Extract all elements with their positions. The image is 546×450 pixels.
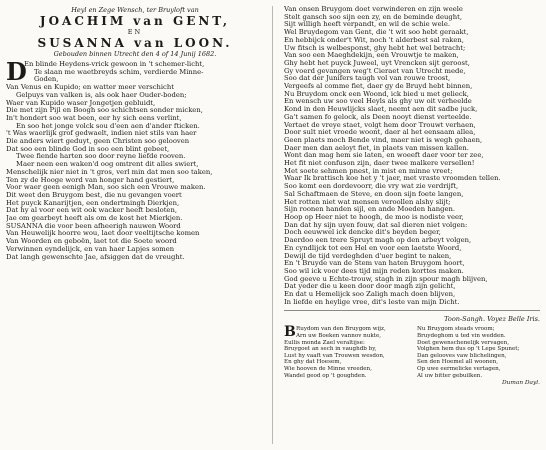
- left-column: [6, 6, 264, 261]
- verse-line: Van Woorden en geboën, laet tot die Soete woord: [6, 238, 177, 246]
- verse-line: Doet gewenschenelijk vervagen,: [417, 339, 510, 346]
- verse-line: Ten zy de Hooge word van honger hand gestiert,: [6, 176, 175, 184]
- verse-line: Arn uw Boeken vannov nukte,: [296, 333, 382, 340]
- verse-line: En ghy dat Hoesem,: [284, 359, 342, 366]
- verse-line: Wie hooven de Minne vreeden,: [284, 365, 372, 372]
- verse-line: Wont dan mag hem sie laten, en woeeft daer voor ter zee,: [284, 152, 484, 160]
- verse-line: Twee fiende harten soo door reyne liefde rooven.: [16, 153, 186, 161]
- verse-line: Volghen hem dus op 't Lepe Spunet;: [417, 346, 520, 353]
- verse-line: Ghy hebt het puyck Juweel, uyt Vrencken sijt geroost,: [284, 59, 470, 67]
- verse-line: Eullis monda Zael veraltijse:: [284, 339, 365, 346]
- subtitle: Heyl en Zege Wensch, ter Bruyloft van: [71, 6, 199, 14]
- verse-line: En wensch uw soo veel Heyls als ghy uw oit verheelde: [284, 98, 472, 106]
- verse-line: Soo dat der Junifers taugh vol van rouwe troost,: [284, 75, 451, 83]
- left-poem: [6, 57, 264, 261]
- verse-line: Voor waer geen eenigh Man, soo sich een Vrouwe maken.: [6, 184, 206, 192]
- verse-line: En cyndlijck tot een Hel en voor een laetste Woord,: [284, 244, 462, 252]
- verse-line: Uw fitsch is welbesponst, ghy hebt het wel betracht;: [284, 44, 466, 52]
- wedding-date-line: Gebouden binnen Utrecht den 4 of 14 Junij 1682.: [53, 50, 217, 58]
- verse-line: Wandel geod op 't goughden.: [284, 372, 367, 379]
- verse-line: Doch eeuwwel ick dencke dit's beyden beger,: [284, 229, 441, 237]
- song-section: [284, 326, 540, 386]
- verse-line: Met soete sehmen pnest, in mist en minne vreet;: [284, 167, 453, 175]
- verse-line: Sen den Hoemel all woonen,: [417, 359, 499, 366]
- verse-line: Ruydom van den Bruygom wijz,: [296, 326, 386, 333]
- verse-line: Dewijl de tijd verdeghden d'uer begint te naken,: [284, 252, 452, 260]
- verse-line: Lust hy vaaft van Trouwen wesdon,: [284, 352, 385, 359]
- verse-line: En blinde Heydens-vrick gewoon in 't schemer-licht,: [24, 61, 205, 68]
- verse-line: In't hondert soo wat been, eer hy sich eens verlint,: [6, 114, 182, 122]
- verse-line: Dat langh gewenschte Jae, afsiggen dat de vreught.: [6, 253, 185, 261]
- verse-line: Het rotten niet wat mensen veroollen alshy slijt;: [284, 198, 451, 206]
- verse-line: Daerdoo een trere Spruyt magh op den arbeyt volgen,: [284, 237, 472, 245]
- column-divider: [272, 6, 273, 444]
- verse-line: Wel Bruydegom van Gent, die 't wit soo hebt geraakt,: [284, 29, 469, 37]
- signature: Duman Dayl.: [502, 380, 540, 387]
- verse-line: En soo het jonge volck sou d'een aen d'ander fticken.: [16, 122, 200, 130]
- verse-line: In liefde en heylige vree, dit's leste van mijn Dicht.: [284, 298, 460, 306]
- verse-line: Sijn roonen handen sijl, en ande Moeden hangen.: [284, 206, 456, 214]
- verse-line: Soo komt een dordevoorr, die vry wat zie verdrijft,: [284, 183, 459, 191]
- song-left: [284, 326, 407, 386]
- verse-line: En hebbijck onder't Wit, noch 't alderbest sal raken,: [284, 36, 464, 44]
- groom-name: JOACHIM van GENT,: [39, 14, 231, 28]
- verse-line: Gy voerd gevangen weg't Cieraet van Utrecht mede,: [284, 67, 466, 75]
- verse-line: Dan gelooves vaw blichelingen,: [417, 352, 507, 359]
- verse-line: SUSANNA die voor been afheerigh nauwen Woord: [6, 222, 181, 230]
- tune-line: Toon-Sangh. Voyez Belle Iris.: [444, 315, 540, 324]
- song-right: [417, 326, 540, 386]
- verse-line: 't Was waerlijk grof gedwaelt, indien niet stils van haer: [6, 130, 197, 138]
- verse-line: Maer neen een waken'd oog omtrent dit alles swiert,: [16, 161, 199, 169]
- verse-line: Menschelijk nier niet in 't gros, verl min dat men soo taken,: [6, 168, 213, 176]
- verse-line: Verwinnen eyndelijck, en van haer Lapjes somen: [6, 245, 175, 253]
- verse-line: Die anders wiert geduyt, geen Christen soo gelooven: [6, 138, 190, 146]
- verse-line: Door sult niet vroede woont, daer al het eensaam allea,: [284, 129, 476, 137]
- verse-line: Gelpuys van valken is, als ook haer Ouder-boden;: [16, 91, 187, 99]
- verse-line: Stelt gansch soo sijn een zy, en de beminde deught,: [284, 13, 463, 21]
- verse-line: En dat u Hemelijck soo Zaligh mach doen blijven,: [284, 291, 456, 299]
- verse-line: Bruydeghom u ted vin wedden.: [417, 333, 506, 340]
- verse-line: Dat hy al voor een wit ook wacker heeft besloten,: [6, 207, 177, 215]
- verse-line: Ga't samen fo gelock, als Deen nooyt dienst verteelde.: [284, 113, 472, 121]
- verse-line: En 't Bruyde van de Stem van haten Bruygom hoort,: [284, 260, 465, 268]
- verse-line: Dit weet den Bruygom best, die nu gevangen voert: [6, 191, 182, 199]
- section-rule: [284, 310, 540, 311]
- right-poem: [284, 6, 540, 306]
- verse-line: Soo wil ick voor dees tijd mijn reden korttes maken.: [284, 267, 464, 275]
- verse-line: Van onsen Bruygom doet verwinderen en zijn weele: [284, 6, 463, 13]
- and-word: EN: [127, 28, 143, 36]
- bride-name: SUSANNA van LOON.: [37, 36, 233, 50]
- verse-line: Dat soo een blinde God in soo een blint gebeet,: [6, 145, 170, 153]
- verse-line: Vergeefs al comme fiet, daer gy de Bruyd hebt binnen,: [284, 83, 473, 91]
- verse-line: Op uwe eermelicke vertagen,: [417, 365, 501, 372]
- verse-line: Daer men dan aeloyt fiet, in plaets van missen kallen.: [284, 144, 469, 152]
- verse-line: Vertaet de vreye staet, volgt hem door Trouwt verhaen,: [284, 121, 476, 129]
- verse-line: Waer van Kupido waser Jongetjen gebluidt,: [6, 99, 156, 107]
- verse-line: Dat yeder die u keen door door magh zijn gelicht,: [284, 283, 456, 291]
- verse-line: Nu Bruydom onck een Woond, ick bied u met gelieck,: [284, 90, 469, 98]
- verse-line: Nu Bruygom steads vroom;: [417, 326, 495, 333]
- verse-line: Het puyck Kanarijtjen, een ondertmingh Dierkjen,: [6, 199, 180, 207]
- verse-line: Geen plaets moch Bende vind, maer niet is wegh gehaen,: [284, 136, 483, 144]
- verse-line: Jae om gearbeyt heeft als om de kost het Mierkjen.: [6, 215, 183, 223]
- verse-line: God geeve u Echte-trouw, stagh in zijn spour magh blijven,: [284, 275, 488, 283]
- verse-line: Sal Schaftmaen de Steve, en doon sijn foete langen,: [284, 190, 464, 198]
- dropcap-initial: D: [6, 57, 27, 86]
- verse-line: Het fit niet confuson zijn, daer twee malkere versellen!: [284, 160, 475, 168]
- right-column: [284, 6, 540, 387]
- verse-line: Die met zijn Pijl en Boogh soo schichtsen sonder micken,: [6, 107, 203, 115]
- verse-line: Kond in den Heuwlijcks slaet, neemt aen dit sadbe juck,: [284, 106, 478, 114]
- verse-line: Van Venus en Kupido; en watter meer verschicht: [6, 84, 174, 92]
- verse-line: Van soo een Maeghdekijn, een Vrouwtje te maken,: [284, 52, 459, 60]
- verse-line: Bruygoet an sech in vaughdb by,: [284, 346, 377, 353]
- verse-line: Sijt willigh heeft verpandt, en wil de schie wele.: [284, 21, 451, 29]
- verse-line: Waar Ik brattisch koe het y 't jaer, met vraste vroomden tellen.: [284, 175, 501, 183]
- song-dropcap: B: [284, 324, 296, 341]
- verse-line: Te slaan me waetbreyds schim, verdierde Minne-: [34, 68, 204, 76]
- verse-line: Van Heuwelijk hoorre wou, laet door veeltijtsche komen: [6, 230, 200, 238]
- verse-line: Hoop op Heer niet te hoogh, de moo is nodiste veer,: [284, 213, 464, 221]
- verse-line: Al uw bitter gebuilken.: [417, 372, 483, 379]
- verse-line: Dan dat hy sijn uyen fouw, dat sal dieren niet volgen:: [284, 221, 468, 229]
- verse-line: Goden,: [34, 76, 59, 84]
